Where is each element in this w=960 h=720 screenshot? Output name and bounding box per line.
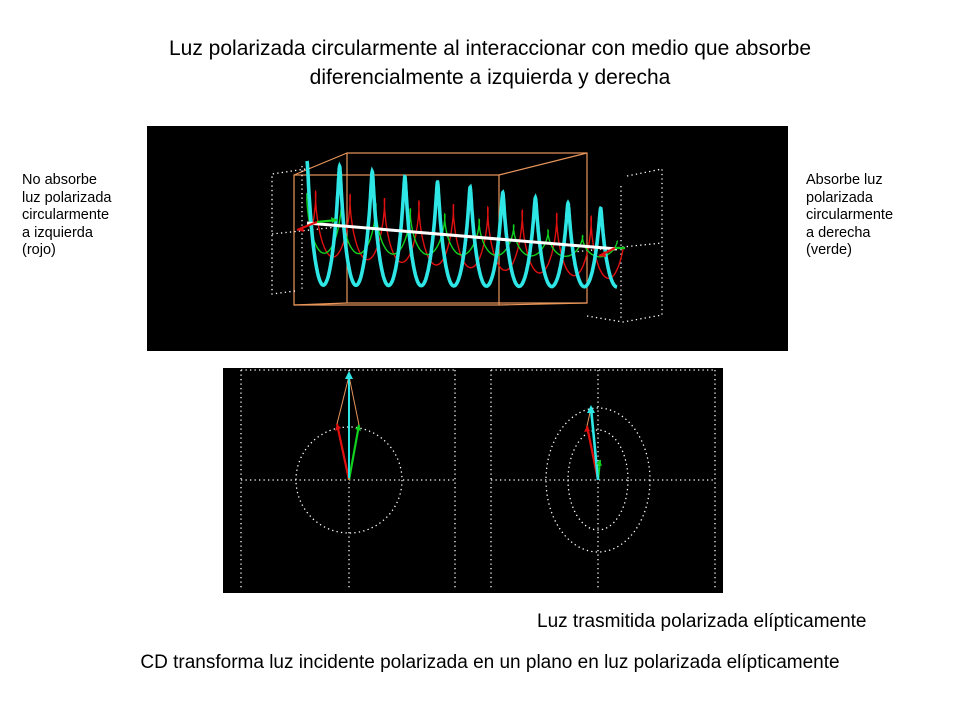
title-line-1: Luz polarizada circularmente al interaccionar con medio que absorbe (168, 37, 812, 60)
wave-propagation-diagram (147, 126, 788, 351)
right-annotation-line: circularmente (806, 207, 894, 223)
dotted-grid (241, 370, 715, 590)
right-view (546, 405, 650, 552)
red-vector (337, 424, 349, 480)
polarization-views-diagram (223, 368, 723, 593)
left-view (296, 371, 402, 533)
right-annotation-line: (verde) (806, 242, 852, 258)
cyan-resultant-wave (307, 161, 617, 287)
slide-title (0, 34, 960, 92)
transmitted-light-caption: Luz trasmitida polarizada elípticamente (537, 611, 867, 632)
left-annotation-line: luz polarizada (22, 189, 112, 206)
title-line-2: diferencialmente a izquierda y derecha (309, 66, 671, 89)
left-annotation (22, 172, 162, 260)
cd-caption: CD transforma luz incidente polarizada en un plano en luz polarizada elípticamente (140, 652, 840, 673)
right-annotation-line: Absorbe luz (806, 172, 883, 188)
right-annotation (806, 172, 946, 260)
right-annotation-line: a derecha (806, 224, 871, 241)
cyan-resultant-vector (591, 408, 598, 480)
polarization-views-panel (223, 368, 723, 593)
left-annotation-line: circularmente (22, 207, 110, 223)
wave-propagation-panel (147, 126, 788, 351)
right-annotation-line: polarizada (806, 189, 873, 206)
left-annotation-line: No absorbe (22, 172, 97, 188)
left-annotation-line: a izquierda (22, 224, 93, 241)
green-vector (349, 425, 359, 480)
left-annotation-line: (rojo) (22, 242, 56, 258)
